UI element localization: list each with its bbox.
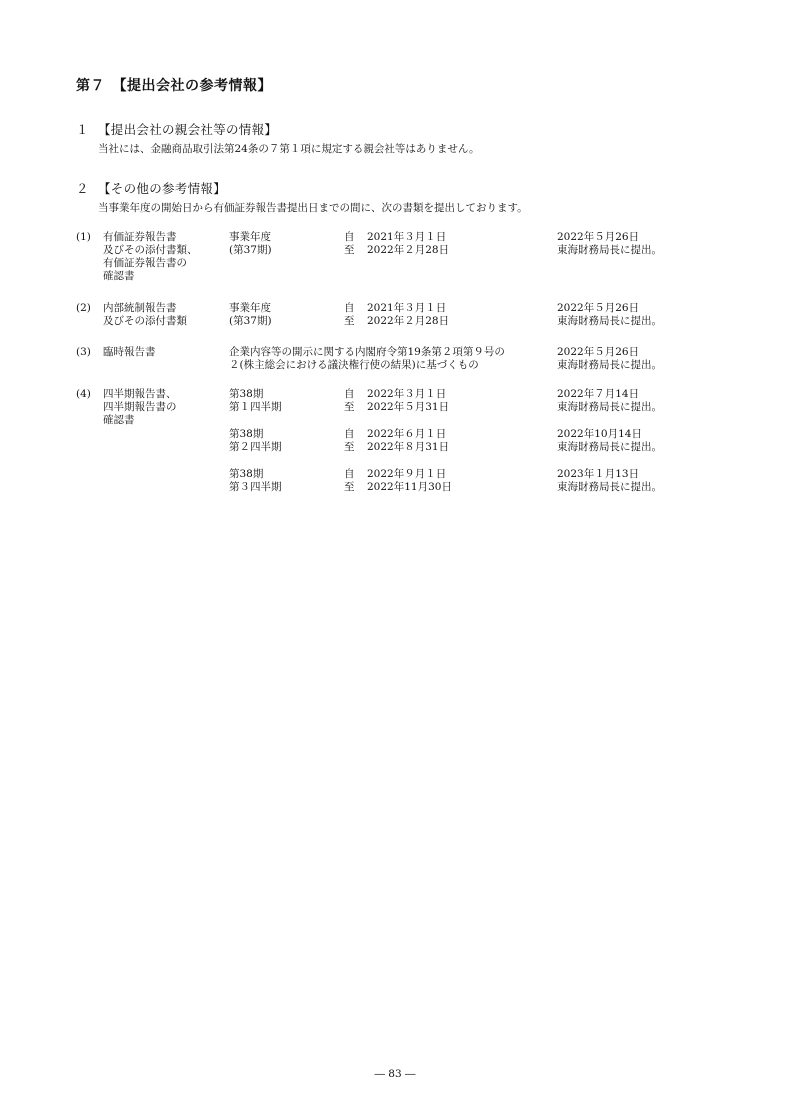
submission-date: 2022年５月26日 <box>557 231 640 243</box>
filing-period: 事業年度 <box>229 302 271 314</box>
submission-office: 東海財務局長に提出。 <box>557 315 662 327</box>
end-date: 2022年11月30日 <box>367 481 452 493</box>
from-label: 自 <box>344 468 355 480</box>
from-label: 自 <box>344 302 355 314</box>
submission-date: 2023年１月13日 <box>557 468 640 480</box>
submission-date: 2022年５月26日 <box>557 346 640 358</box>
section-2-title: 【その他の参考情報】 <box>98 181 227 196</box>
page-number: ― 83 ― <box>374 1068 416 1080</box>
filing-period: 第１四半期 <box>229 401 282 413</box>
from-label: 自 <box>344 231 355 243</box>
filing-doc-line: 四半期報告書の <box>103 401 177 413</box>
filing-doc-line: 及びその添付書類 <box>103 315 187 327</box>
to-label: 至 <box>344 401 355 413</box>
filing-description: 企業内容等の開示に関する内閣府令第19条第２項第９号の <box>229 346 505 358</box>
filing-number: (1) <box>76 231 91 243</box>
start-date: 2021年３月１日 <box>367 231 447 243</box>
to-label: 至 <box>344 481 355 493</box>
section-1-heading <box>76 120 277 138</box>
filing-period: 第２四半期 <box>229 441 282 453</box>
end-date: 2022年２月28日 <box>367 315 450 327</box>
filing-period: 事業年度 <box>229 231 271 243</box>
from-label: 自 <box>344 388 355 400</box>
end-date: 2022年２月28日 <box>367 244 450 256</box>
section-1-title: 【提出会社の親会社等の情報】 <box>98 122 278 137</box>
filing-description: ２(株主総会における議決権行使の結果)に基づくもの <box>229 359 479 371</box>
start-date: 2022年６月１日 <box>367 428 447 440</box>
filing-number: (4) <box>76 388 91 400</box>
end-date: 2022年５月31日 <box>367 401 450 413</box>
to-label: 至 <box>344 441 355 453</box>
submission-date: 2022年10月14日 <box>557 428 642 440</box>
filing-doc-line: 確認書 <box>103 414 135 426</box>
filing-period: 第３四半期 <box>229 481 282 493</box>
filing-doc-line: 臨時報告書 <box>103 346 156 358</box>
start-date: 2021年３月１日 <box>367 302 447 314</box>
section-2-body: 当事業年度の開始日から有価証券報告書提出日までの間に、次の書類を提出しております。 <box>98 202 528 214</box>
filing-doc-line: 四半期報告書、 <box>103 388 177 400</box>
filing-period: (第37期) <box>229 244 272 256</box>
section-2-heading <box>76 179 226 197</box>
filing-doc-line: 有価証券報告書 <box>103 231 177 243</box>
end-date: 2022年８月31日 <box>367 441 450 453</box>
filing-number: (3) <box>76 346 91 358</box>
filing-doc-line: 確認書 <box>103 270 135 282</box>
submission-date: 2022年７月14日 <box>557 388 640 400</box>
to-label: 至 <box>344 244 355 256</box>
filing-doc-line: 内部統制報告書 <box>103 302 177 314</box>
to-label: 至 <box>344 315 355 327</box>
filing-doc-line: 及びその添付書類、 <box>103 244 198 256</box>
start-date: 2022年３月１日 <box>367 388 447 400</box>
filing-period: 第38期 <box>229 468 264 480</box>
start-date: 2022年９月１日 <box>367 468 447 480</box>
submission-office: 東海財務局長に提出。 <box>557 359 662 371</box>
submission-office: 東海財務局長に提出。 <box>557 244 662 256</box>
filing-period: 第38期 <box>229 428 264 440</box>
section-1-body: 当社には、金融商品取引法第24条の７第１項に規定する親会社等はありません。 <box>98 143 480 155</box>
submission-office: 東海財務局長に提出。 <box>557 441 662 453</box>
section-2-number: ２ <box>76 181 89 196</box>
submission-date: 2022年５月26日 <box>557 302 640 314</box>
filing-doc-line: 有価証券報告書の <box>103 257 187 269</box>
filing-number: (2) <box>76 302 91 314</box>
filing-period: (第37期) <box>229 315 272 327</box>
section-1-number: １ <box>76 122 89 137</box>
page-title: 第７ 【提出会社の参考情報】 <box>76 78 272 94</box>
from-label: 自 <box>344 428 355 440</box>
submission-office: 東海財務局長に提出。 <box>557 481 662 493</box>
submission-office: 東海財務局長に提出。 <box>557 401 662 413</box>
filing-period: 第38期 <box>229 388 264 400</box>
